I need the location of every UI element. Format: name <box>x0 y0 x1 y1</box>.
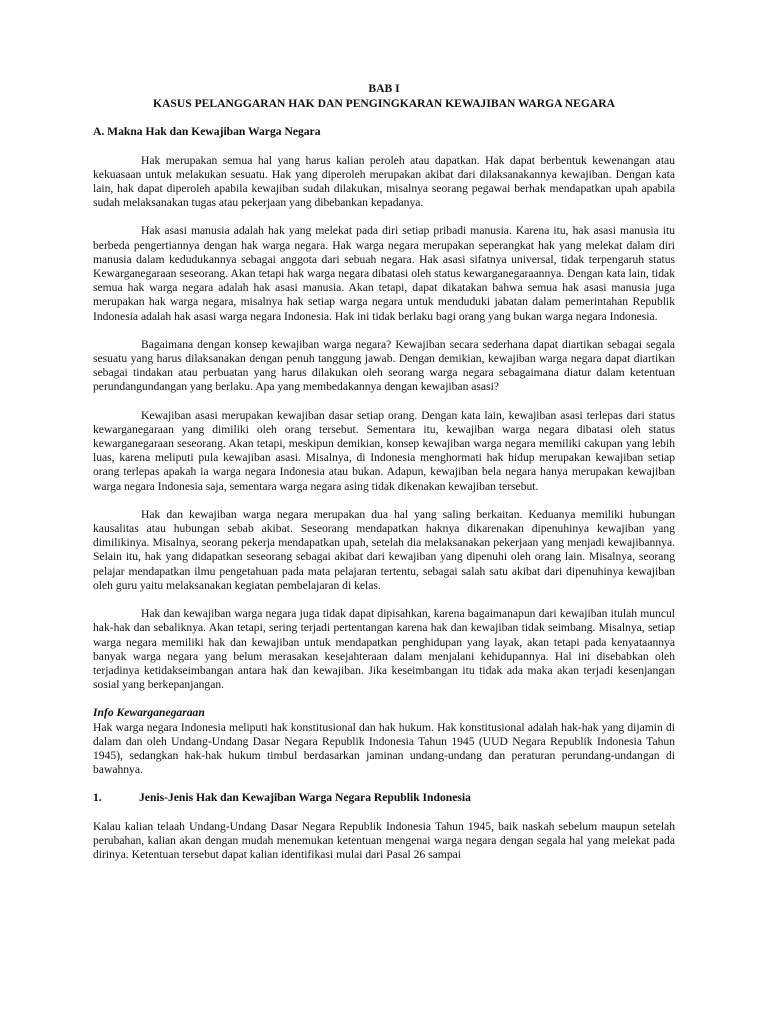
info-heading: Info Kewarganegaraan <box>93 706 205 720</box>
paragraph: Hak merupakan semua hal yang harus kalian peroleh atau dapatkan. Hak dapat berbentuk kewenangan atau kekuasaan untuk melakukan sesuatu. Hak yang diperoleh merupakan akibat dari dilaksanakannya kewajiban. Dengan kata lain, hak dapat diperoleh apabila kewajiban sudah dilakukan, misalnya seorang pegawai berhak mendapatkan upah apabila sudah melaksanakan tugas atau pekerjaan yang dibebankan kepadanya. <box>93 153 675 210</box>
paragraph: Kewajiban asasi merupakan kewajiban dasar setiap orang. Dengan kata lain, kewajiban asasi terlepas dari status kewarganegaraan yang dimiliki oleh orang tersebut. Sementara itu, kewajiban warga negara dibatasi oleh status kewarganegaraan seseorang. Akan tetapi, meskipun demikian, konsep kewajiban warga negara memiliki cakupan yang lebih luas, karena meliputi pula kewajiban asasi. Misalnya, di Indonesia menghormati hak hidup merupakan kewajiban setiap orang terlepas apakah ia warga negara Indonesia atau bukan. Adapun, kewajiban bela negara hanya merupakan kewajiban warga negara Indonesia saja, sementara warga negara asing tidak dikenakan kewajiban tersebut. <box>93 408 675 493</box>
chapter-label: BAB I <box>368 82 400 95</box>
numbered-heading <box>93 791 675 805</box>
document-page <box>93 82 675 862</box>
paragraph: Hak dan kewajiban warga negara merupakan dua hal yang saling berkaitan. Keduanya memiliki hubungan kausalitas atau hubungan sebab akibat. Seseorang mendapatkan haknya dikarenakan dipenuhinya kewajiban yang dimilikinya. Misalnya, seorang pekerja mendapatkan upah, setelah dia melaksanakan pekerjaan yang menjadi kewajibannya. Selain itu, hak yang didapatkan seseorang sebagai akibat dari kewajiban yang dipenuhi oleh orang lain. Misalnya, seorang pelajar mendapatkan ilmu pengetahuan pada mata pelajaran tertentu, sebagai salah satu akibat dari dipenuhinya kewajiban oleh guru yaitu melaksanakan kegiatan pembelajaran di kelas. <box>93 507 675 592</box>
paragraph: Bagaimana dengan konsep kewajiban warga negara? Kewajiban secara sederhana dapat diartikan sebagai segala sesuatu yang harus dilaksanakan dengan penuh tanggung jawab. Dengan demikian, kewajiban warga negara dapat diartikan sebagai tindakan atau perbuatan yang harus dilakukan oleh seorang warga negara sebagaimana diatur dalam ketentuan perundangundangan yang berlaku. Apa yang membedakannya dengan kewajiban asasi? <box>93 337 675 394</box>
chapter-title: KASUS PELANGGARAN HAK DAN PENGINGKARAN KEWAJIBAN WARGA NEGARA <box>153 97 615 111</box>
paragraph: Hak dan kewajiban warga negara juga tidak dapat dipisahkan, karena bagaimanapun dari kewajiban itulah muncul hak-hak dan sebaliknya. Akan tetapi, sering terjadi pertentangan karena hak dan kewajiban tidak seimbang. Misalnya, setiap warga negara memiliki hak dan kewajiban untuk mendapatkan penghidupan yang layak, akan tetapi pada kenyataannya banyak warga negara yang belum merasakan kesejahteraan dalam menjalani kehidupannya. Hal ini disebabkan oleh terjadinya ketidakseimbangan antara hak dan kewajiban. Jika keseimbangan itu tidak ada maka akan terjadi kesenjangan sosial yang berkepanjangan. <box>93 607 675 692</box>
list-heading-text: Jenis-Jenis Hak dan Kewajiban Warga Negara Republik Indonesia <box>139 791 471 805</box>
paragraph: Hak asasi manusia adalah hak yang melekat pada diri setiap pribadi manusia. Karena itu, hak asasi manusia itu berbeda pengertiannya dengan hak warga negara. Hak warga negara merupakan seperangkat hak yang melekat dalam diri manusia dalam kedudukannya sebagai anggota dari sebuah negara. Hak asasi sifatnya universal, tidak terpengaruh status Kewarganegaraan seseorang. Akan tetapi hak warga negara dibatasi oleh status kewarganegaraannya. Dengan kata lain, tidak semua hak warga negara adalah hak asasi manusia. Akan tetapi, dapat dikatakan bahwa semua hak asasi manusia juga merupakan hak warga negara, misalnya hak setiap warga negara untuk menduduki jabatan dalam pemerintahan Republik Indonesia adalah hak asasi warga negara Indonesia. Hak ini tidak berlaku bagi orang yang bukan warga negara Indonesia. <box>93 224 675 323</box>
info-body: Hak warga negara Indonesia meliputi hak konstitusional dan hak hukum. Hak konstitusional adalah hak-hak yang dijamin di dalam dan oleh Undang-Undang Dasar Negara Republik Indonesia Tahun 1945 (UUD Negara Republik Indonesia Tahun 1945), sedangkan hak-hak hukum timbul berdasarkan jaminan undang-undang dan peraturan perundang-undangan di bawahnya. <box>93 720 675 777</box>
list-number: 1. <box>93 791 102 805</box>
paragraph: Kalau kalian telaah Undang-Undang Dasar Negara Republik Indonesia Tahun 1945, baik naskah sebelum maupun setelah perubahan, kalian akan dengan mudah menemukan ketentuan mengenai warga negara dengan segala hal yang melekat pada dirinya. Ketentuan tersebut dapat kalian identifikasi mulai dari Pasal 26 sampai <box>93 819 675 861</box>
section-heading: A. Makna Hak dan Kewajiban Warga Negara <box>93 125 321 139</box>
